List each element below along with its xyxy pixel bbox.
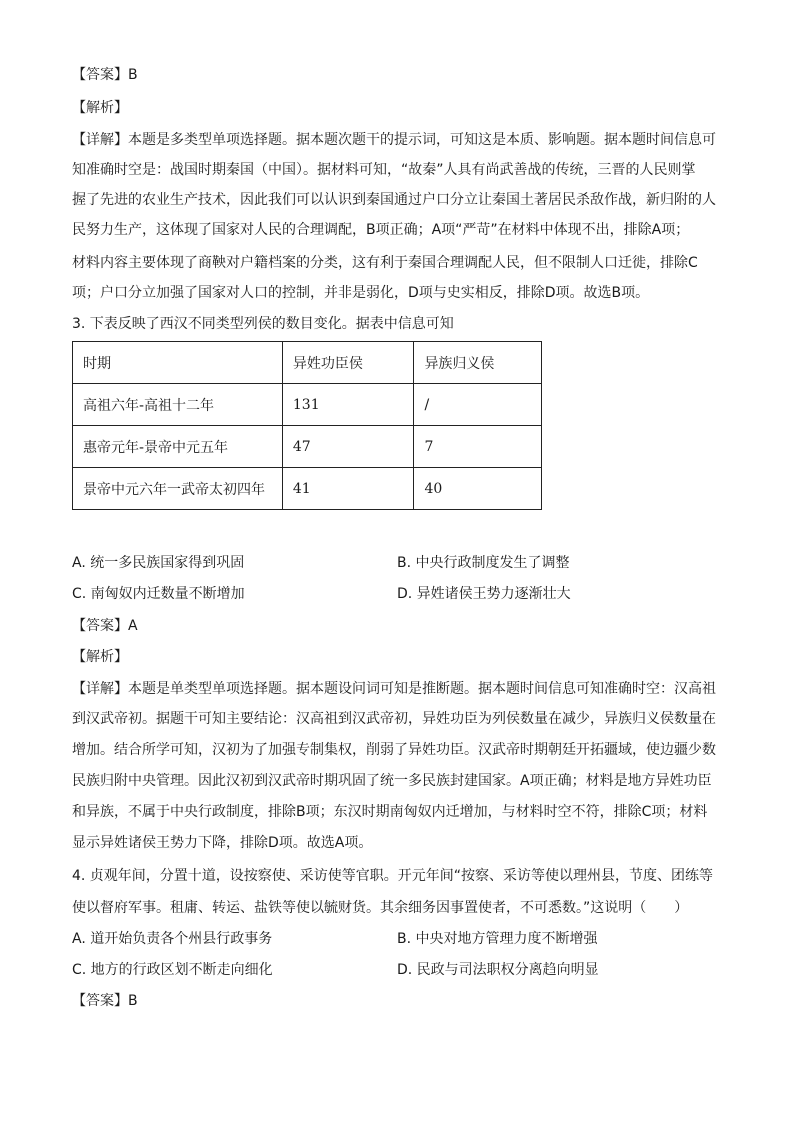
table-cell: 47 (282, 426, 414, 468)
table-cell: 131 (282, 384, 414, 426)
q3-table (72, 341, 542, 510)
q2-detail-line: 项；户口分立加强了国家对人口的控制，并非是弱化，D项与史实相反，排除D项。故选B项。 (72, 285, 650, 301)
q3-detail-line: 增加。结合所学可知，汉初为了加强专制集权，削弱了异姓功臣。汉武帝时期朝廷开拓疆域，使边疆少数 (72, 742, 716, 758)
q4-option-d: D. 民政与司法职权分离趋向明显 (397, 962, 599, 978)
q2-detail-line: 材料内容主要体现了商鞅对户籍档案的分类，这有利于秦国合理调配人民，但不限制人口迁徙，排除C (72, 255, 698, 271)
q4-stem-line: 4. 贞观年间，分置十道，设按察使、采访使等官职。开元年间“按察、采访等使以理州县，节度、团练等 (72, 868, 714, 884)
q3-stem: 3. 下表反映了西汉不同类型列侯的数目变化。据表中信息可知 (72, 316, 454, 332)
table-cell: 高祖六年-高祖十二年 (73, 384, 283, 426)
q2-detail-line: 知准确时空是：战国时期秦国（中国）。据材料可知，“故秦”人具有尚武善战的传统，三晋的人民则掌 (72, 162, 696, 178)
q4-option-a: A. 道开始负责各个州县行政事务 (72, 931, 273, 947)
table-header-cell: 异姓功臣侯 (282, 342, 414, 384)
table-cell: 惠帝元年-景帝中元五年 (73, 426, 283, 468)
q3-option-b: B. 中央行政制度发生了调整 (397, 555, 570, 571)
q2-detail-line: 民努力生产，这体现了国家对人民的合理调配，B项正确；A项“严苛”在材料中体现不出，排除A项； (72, 222, 690, 238)
table-header-cell: 异族归义侯 (414, 342, 542, 384)
q3-answer: 【答案】A (72, 618, 138, 634)
table-header-cell: 时期 (73, 342, 283, 384)
table-cell: / (414, 384, 542, 426)
table-cell: 7 (414, 426, 542, 468)
q3-detail-line: 显示异姓诸侯王势力下降，排除D项。故选A项。 (72, 835, 373, 851)
q3-detail-line: 到汉武帝初。据题干可知主要结论：汉高祖到汉武帝初，异姓功臣为列侯数量在减少，异族归义侯数量在 (72, 711, 716, 727)
table-row (73, 426, 542, 468)
q4-option-c: C. 地方的行政区划不断走向细化 (72, 962, 273, 978)
table-header-row (73, 342, 542, 384)
table-row (73, 468, 542, 510)
q3-option-a: A. 统一多民族国家得到巩固 (72, 555, 245, 571)
table-row (73, 384, 542, 426)
q3-option-d: D. 异姓诸侯王势力逐渐壮大 (397, 586, 571, 602)
q2-detail-line: 【详解】本题是多类型单项选择题。据本题次题干的提示词，可知这是本质、影响题。据本题时间信息可 (72, 132, 716, 148)
q3-option-c: C. 南匈奴内迁数量不断增加 (72, 586, 245, 602)
q4-stem-line: 使以督府军事。租庸、转运、盐铁等使以毓财货。其余细务因事置使者，不可悉数。”这说明（ ） (72, 900, 689, 916)
q2-answer: 【答案】B (72, 67, 138, 83)
q4-answer: 【答案】B (72, 993, 138, 1009)
q3-detail-line: 民族归附中央管理。因此汉初到汉武帝时期巩固了统一多民族封建国家。A项正确；材料是地方异姓功臣 (72, 773, 712, 789)
q3-analysis-label: 【解析】 (72, 649, 128, 665)
q4-option-b: B. 中央对地方管理力度不断增强 (397, 931, 598, 947)
q3-detail-line: 【详解】本题是单类型单项选择题。据本题设问词可知是推断题。据本题时间信息可知准确时空：汉高祖 (72, 681, 716, 697)
q2-detail-line: 握了先进的农业生产技术，因此我们可以认识到秦国通过户口分立让秦国土著居民杀敌作战，新归附的人 (72, 192, 716, 208)
table-cell: 40 (414, 468, 542, 510)
table-cell: 景帝中元六年一武帝太初四年 (73, 468, 283, 510)
table-cell: 41 (282, 468, 414, 510)
q2-analysis-label: 【解析】 (72, 100, 128, 116)
q3-detail-line: 和异族，不属于中央行政制度，排除B项；东汉时期南匈奴内迁增加，与材料时空不符，排除C项；材料 (72, 804, 708, 820)
